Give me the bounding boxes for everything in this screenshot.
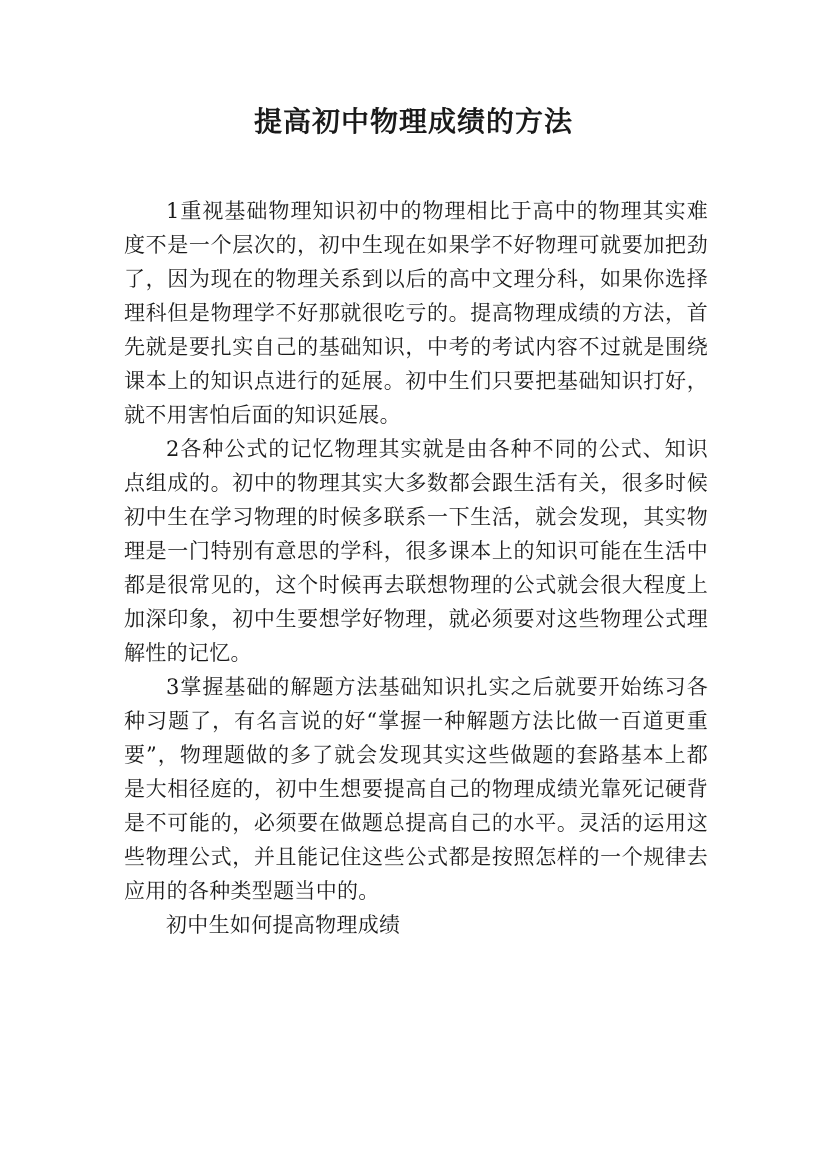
section-heading: 初中生如何提高物理成绩 [166, 913, 401, 937]
paragraph-2: 2各种公式的记忆物理其实就是由各种不同的公式、知识点组成的。初中的物理其实大多数都会跟生活有关，很多时候初中生在学习物理的时候多联系一下生活，就会发现，其实物理是一门特别有意思的学科，很多课本上的知识可能在生活中都是很常见的，这个时候再去联想物理的公式就会很大程度上加深印象，初中生要想学好物理，就必须要对这些物理公式理解性的记忆。 [124, 437, 708, 665]
document-title: 提高初中物理成绩的方法 [253, 105, 573, 138]
document-body [124, 194, 708, 942]
paragraph-1: 1重视基础物理知识初中的物理相比于高中的物理其实难度不是一个层次的，初中生现在如果学不好物理可就要加把劲了，因为现在的物理关系到以后的高中文理分科，如果你选择理科但是物理学不好那就很吃亏的。提高物理成绩的方法，首先就是要扎实自己的基础知识，中考的考试内容不过就是围绕课本上的知识点进行的延展。初中生们只要把基础知识打好，就不用害怕后面的知识延展。 [124, 199, 708, 427]
paragraph-3: 3掌握基础的解题方法基础知识扎实之后就要开始练习各种习题了，有名言说的好“掌握一种解题方法比做一百道更重要”，物理题做的多了就会发现其实这些做题的套路基本上都是大相径庭的，初中生想要提高自己的物理成绩光靠死记硬背是不可能的，必须要在做题总提高自己的水平。灵活的运用这些物理公式，并且能记住这些公式都是按照怎样的一个规律去应用的各种类型题当中的。 [124, 675, 708, 903]
